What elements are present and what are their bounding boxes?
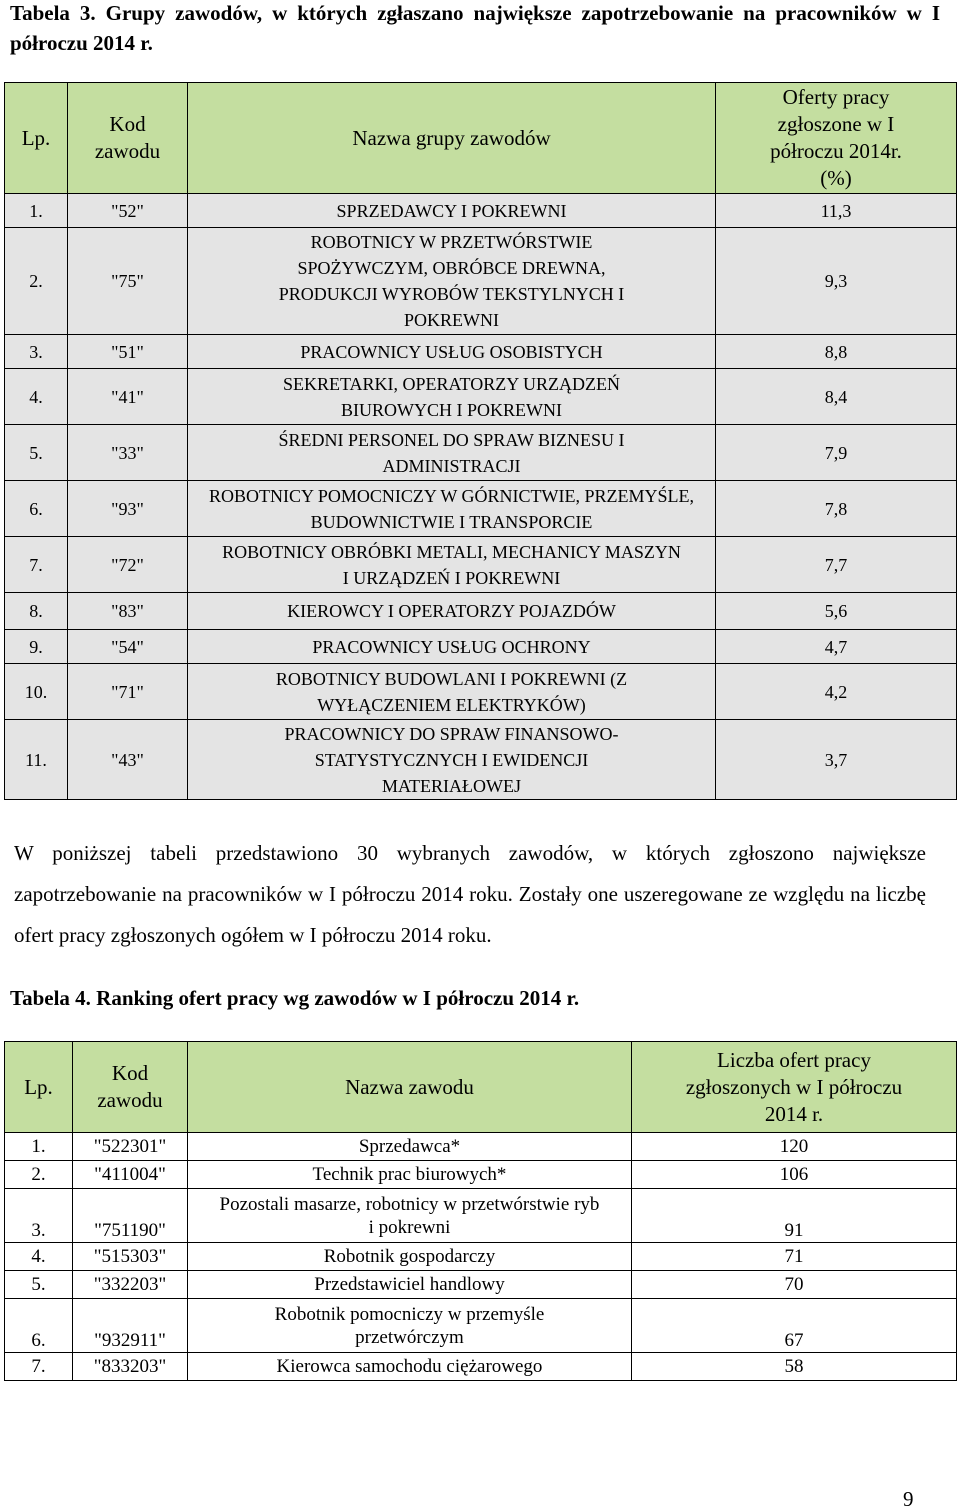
cell-kod: "522301" — [73, 1133, 188, 1161]
page-number: 9 — [903, 1487, 914, 1511]
cell-liczba: 71 — [632, 1243, 957, 1271]
cell-nazwa: Przedstawiciel handlowy — [188, 1271, 632, 1299]
cell-nazwa: Technik prac biurowych* — [188, 1161, 632, 1189]
cell-lp: 5. — [5, 425, 68, 481]
cell-kod: "52" — [68, 194, 188, 228]
body-paragraph: W poniższej tabeli przedstawiono 30 wybranych zawodów, w których zgłoszono największe zapotrzebowanie na pracowników w I półroczu 2014 roku. Zostały one uszeregowane ze względu na liczbę ofert pracy zgłoszonych ogółem w I półroczu 2014 roku. — [14, 841, 926, 947]
table-row — [5, 1299, 957, 1353]
table-row — [5, 1271, 957, 1299]
cell-nazwa: ŚREDNI PERSONEL DO SPRAW BIZNESU I ADMINISTRACJI — [188, 425, 716, 481]
cell-nazwa: Robotnik pomocniczy w przemyśle przetwórczym — [188, 1299, 632, 1353]
cell-kod: "833203" — [73, 1353, 188, 1381]
cell-nazwa: PRACOWNICY USŁUG OCHRONY — [188, 630, 716, 664]
table3-caption: Tabela 3. Grupy zawodów, w których zgłaszano największe zapotrzebowanie na pracowników w I półroczu 2014 r. — [10, 1, 940, 55]
cell-lp: 2. — [5, 228, 68, 335]
cell-kod: "411004" — [73, 1161, 188, 1189]
cell-lp: 4. — [5, 369, 68, 425]
cell-liczba: 120 — [632, 1133, 957, 1161]
table-row — [5, 425, 957, 481]
cell-kod: "33" — [68, 425, 188, 481]
cell-nazwa: Sprzedawca* — [188, 1133, 632, 1161]
header-oferty: Oferty pracy zgłoszone w I półroczu 2014r.(%) — [716, 83, 957, 194]
cell-lp: 3. — [5, 1189, 73, 1243]
cell-oferty: 8,8 — [716, 335, 957, 369]
cell-kod: "93" — [68, 481, 188, 537]
table-row — [5, 228, 957, 335]
cell-lp: 5. — [5, 1271, 73, 1299]
table-row — [5, 1243, 957, 1271]
table-row — [5, 630, 957, 664]
cell-liczba: 58 — [632, 1353, 957, 1381]
cell-nazwa: SPRZEDAWCY I POKREWNI — [188, 194, 716, 228]
table-row — [5, 593, 957, 630]
cell-liczba: 91 — [632, 1189, 957, 1243]
table-row — [5, 720, 957, 800]
cell-nazwa: PRACOWNICY DO SPRAW FINANSOWO-STATYSTYCZNYCH I EWIDENCJI MATERIAŁOWEJ — [188, 720, 716, 800]
cell-kod: "72" — [68, 537, 188, 593]
cell-nazwa: PRACOWNICY USŁUG OSOBISTYCH — [188, 335, 716, 369]
cell-lp: 6. — [5, 1299, 73, 1353]
cell-lp: 1. — [5, 1133, 73, 1161]
header-kod: Kod zawodu — [68, 83, 188, 194]
cell-liczba: 67 — [632, 1299, 957, 1353]
table-row — [5, 1353, 957, 1381]
table-header-row — [5, 83, 957, 194]
cell-kod: "515303" — [73, 1243, 188, 1271]
header-lp: Lp. — [5, 1042, 73, 1133]
cell-kod: "71" — [68, 664, 188, 720]
occupation-groups-table — [4, 82, 957, 800]
cell-liczba: 106 — [632, 1161, 957, 1189]
cell-oferty: 8,4 — [716, 369, 957, 425]
cell-nazwa: ROBOTNICY W PRZETWÓRSTWIE SPOŻYWCZYM, OBRÓBCE DREWNA, PRODUKCJI WYROBÓW TEKSTYLNYCH I POKREWNI — [188, 228, 716, 335]
cell-oferty: 4,2 — [716, 664, 957, 720]
cell-nazwa: ROBOTNICY BUDOWLANI I POKREWNI (Z WYŁĄCZENIEM ELEKTRYKÓW) — [188, 664, 716, 720]
header-lp: Lp. — [5, 83, 68, 194]
cell-nazwa: ROBOTNICY OBRÓBKI METALI, MECHANICY MASZYN I URZĄDZEŃ I POKREWNI — [188, 537, 716, 593]
cell-nazwa: KIEROWCY I OPERATORZY POJAZDÓW — [188, 593, 716, 630]
table-row — [5, 537, 957, 593]
table-row — [5, 481, 957, 537]
cell-kod: "332203" — [73, 1271, 188, 1299]
cell-oferty: 4,7 — [716, 630, 957, 664]
header-kod: Kod zawodu — [73, 1042, 188, 1133]
cell-kod: "54" — [68, 630, 188, 664]
cell-kod: "51" — [68, 335, 188, 369]
cell-kod: "43" — [68, 720, 188, 800]
header-liczba: Liczba ofert pracy zgłoszonych w I półroczu 2014 r. — [632, 1042, 957, 1133]
table4-caption: Tabela 4. Ranking ofert pracy wg zawodów w I półroczu 2014 r. — [10, 986, 580, 1010]
job-offers-ranking-table — [4, 1041, 957, 1381]
cell-oferty: 5,6 — [716, 593, 957, 630]
cell-nazwa: Kierowca samochodu ciężarowego — [188, 1353, 632, 1381]
cell-nazwa: SEKRETARKI, OPERATORZY URZĄDZEŃ BIUROWYCH I POKREWNI — [188, 369, 716, 425]
cell-lp: 2. — [5, 1161, 73, 1189]
cell-kod: "932911" — [73, 1299, 188, 1353]
table-row — [5, 1133, 957, 1161]
cell-oferty: 11,3 — [716, 194, 957, 228]
cell-lp: 10. — [5, 664, 68, 720]
cell-lp: 9. — [5, 630, 68, 664]
cell-oferty: 3,7 — [716, 720, 957, 800]
cell-lp: 7. — [5, 537, 68, 593]
cell-nazwa: Pozostali masarze, robotnicy w przetwórstwie ryb i pokrewni — [188, 1189, 632, 1243]
cell-oferty: 7,7 — [716, 537, 957, 593]
cell-lp: 3. — [5, 335, 68, 369]
header-nazwa: Nazwa grupy zawodów — [188, 83, 716, 194]
cell-oferty: 9,3 — [716, 228, 957, 335]
cell-lp: 7. — [5, 1353, 73, 1381]
header-nazwa: Nazwa zawodu — [188, 1042, 632, 1133]
cell-kod: "751190" — [73, 1189, 188, 1243]
cell-lp: 6. — [5, 481, 68, 537]
cell-oferty: 7,9 — [716, 425, 957, 481]
table-row — [5, 1189, 957, 1243]
table-row — [5, 194, 957, 228]
cell-liczba: 70 — [632, 1271, 957, 1299]
cell-oferty: 7,8 — [716, 481, 957, 537]
cell-lp: 8. — [5, 593, 68, 630]
table-row — [5, 369, 957, 425]
table-row — [5, 1161, 957, 1189]
cell-nazwa: Robotnik gospodarczy — [188, 1243, 632, 1271]
table-row — [5, 664, 957, 720]
cell-nazwa: ROBOTNICY POMOCNICZY W GÓRNICTWIE, PRZEMYŚLE, BUDOWNICTWIE I TRANSPORCIE — [188, 481, 716, 537]
cell-kod: "83" — [68, 593, 188, 630]
table-row — [5, 335, 957, 369]
cell-lp: 11. — [5, 720, 68, 800]
cell-lp: 4. — [5, 1243, 73, 1271]
cell-lp: 1. — [5, 194, 68, 228]
cell-kod: "41" — [68, 369, 188, 425]
cell-kod: "75" — [68, 228, 188, 335]
table-header-row — [5, 1042, 957, 1133]
